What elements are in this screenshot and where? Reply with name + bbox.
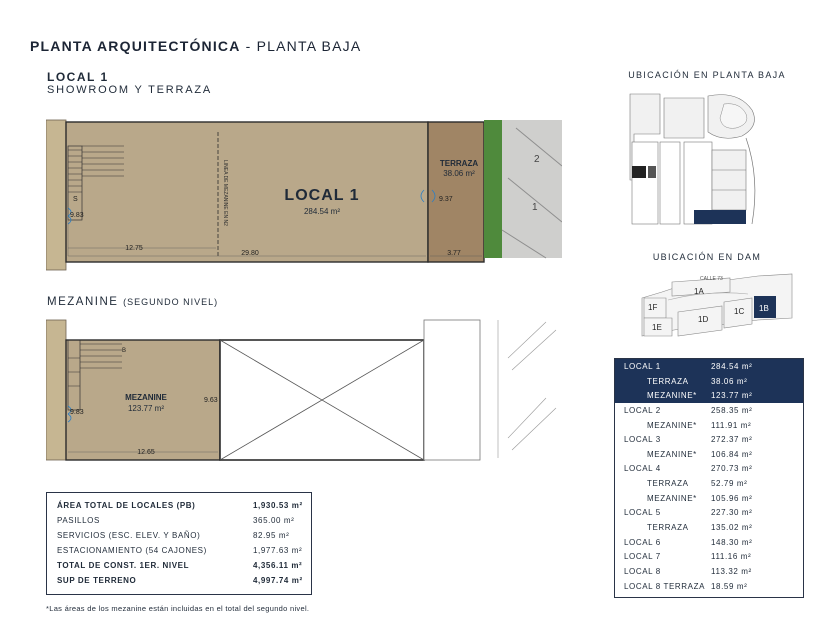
stair-mark-ground: S — [73, 196, 78, 203]
unit-table-label: LOCAL 7 — [624, 552, 661, 562]
page-title-rest: - PLANTA BAJA — [240, 38, 362, 54]
unit-table-value: 258.35 m² — [711, 405, 753, 415]
stair-mark-mezzanine: B — [122, 348, 127, 354]
unit-table-row — [615, 359, 803, 374]
area-summary-box — [46, 492, 312, 595]
mezzanine-area: 123.77 m² — [127, 404, 165, 413]
unit-table-value: 38.06 m² — [711, 376, 748, 386]
dim-left-mezzanine: 9.83 — [70, 409, 84, 416]
area-row-label: SUP DE TERRENO — [57, 576, 137, 585]
area-row — [57, 576, 311, 591]
unit-table-label: LOCAL 4 — [624, 464, 661, 474]
mezzanine-heading-note: (SEGUNDO NIVEL) — [123, 297, 219, 307]
mezzanine-heading-name: MEZANINE — [47, 296, 119, 308]
area-row-label: ESTACIONAMIENTO (54 CAJONES) — [57, 546, 207, 555]
unit-table-value: 272.37 m² — [711, 435, 753, 445]
mezzanine-line-note: LINEA DE MEZANINE EN N2 — [222, 160, 228, 226]
unit-table-value: 227.30 m² — [711, 508, 753, 518]
parking-1-label: 1 — [532, 202, 538, 213]
page-title — [30, 38, 361, 54]
unit-table-row — [615, 491, 803, 506]
unit-table-label: MEZANINE* — [647, 449, 697, 459]
area-row-label: TOTAL DE CONST. 1ER. NIVEL — [57, 561, 190, 570]
area-row-value: 1,977.63 m² — [253, 546, 303, 555]
unit-table-value: 284.54 m² — [711, 362, 753, 371]
unit-table-value: 52.79 m² — [711, 479, 748, 489]
unit-table-label: TERRAZA — [647, 523, 689, 533]
area-row-value: 1,930.53 m² — [253, 501, 303, 510]
unit-table-row — [615, 447, 803, 462]
area-row — [57, 501, 311, 516]
local-title: LOCAL 1 — [284, 187, 360, 204]
unit-table-row — [615, 535, 803, 550]
unit-table-label: LOCAL 1 — [624, 362, 661, 371]
unit-table-label: MEZANINE* — [647, 493, 697, 503]
page-title-bold: PLANTA ARQUITECTÓNICA — [30, 38, 241, 54]
local-floor — [66, 122, 428, 262]
dam-lot-1b-label: 1B — [759, 304, 769, 313]
unit-table-row — [615, 549, 803, 564]
area-row-label: ÁREA TOTAL DE LOCALES (PB) — [57, 501, 196, 510]
green-strip — [484, 120, 502, 258]
dim-left-ground: 9.83 — [70, 212, 84, 219]
area-row-label: PASILLOS — [57, 516, 100, 525]
unit-table-row — [615, 564, 803, 579]
unit-table-label: MEZANINE* — [647, 391, 697, 401]
dim-bottom-mezzanine: 12.65 — [137, 449, 155, 456]
location-ground-map — [624, 90, 766, 228]
mezzanine-left-strip — [46, 320, 66, 460]
ground-floor-plan — [46, 118, 562, 274]
unit-table-row — [615, 388, 803, 403]
unit-table-row — [615, 432, 803, 447]
unit-table-label: LOCAL 2 — [624, 405, 661, 415]
area-row — [57, 531, 311, 546]
unit-table-row — [615, 505, 803, 520]
terraza-title: TERRAZA — [439, 159, 479, 168]
mezzanine-plan — [46, 318, 562, 468]
unit-table-label: LOCAL 3 — [624, 435, 661, 445]
unit-table-row — [615, 418, 803, 433]
area-row — [57, 561, 311, 576]
location-ground-title: UBICACIÓN EN PLANTA BAJA — [628, 70, 786, 80]
terraza-floor — [428, 122, 484, 262]
unit-table-row — [615, 374, 803, 389]
area-row-value: 82.95 m² — [253, 531, 290, 540]
unit-table-label: LOCAL 8 TERRAZA — [624, 581, 706, 591]
mezzanine-heading — [47, 296, 218, 308]
dim-mid: 12.75 — [125, 245, 143, 252]
unit-table-value: 270.73 m² — [711, 464, 753, 474]
dam-street-label: CALLE 73 — [700, 276, 723, 282]
footnote: *Las áreas de los mezanine están incluidas en el total del segundo nivel. — [46, 604, 310, 613]
mezzanine-parking-lines — [498, 320, 556, 458]
dim-right-mezzanine: 9.63 — [204, 397, 218, 404]
unit-table-value: 135.02 m² — [711, 523, 753, 533]
unit-table-value: 111.16 m² — [711, 552, 752, 562]
local-heading: LOCAL 1 — [47, 70, 109, 84]
unit-table-value: 113.32 m² — [711, 566, 752, 576]
dim-terraza-w: 3.77 — [447, 250, 461, 257]
parking-2-label: 2 — [534, 154, 540, 165]
location-dam-map — [638, 266, 798, 340]
unit-table-row — [615, 476, 803, 491]
dam-lot-1d: 1D — [698, 315, 709, 324]
plan-left-strip — [46, 120, 66, 270]
unit-table-value: 123.77 m² — [711, 391, 753, 401]
unit-table-value: 148.30 m² — [711, 537, 753, 547]
area-row-label: SERVICIOS (ESC. ELEV. Y BAÑO) — [57, 531, 201, 540]
terraza-area: 38.06 m² — [443, 169, 475, 178]
unit-table-value: 105.96 m² — [711, 493, 753, 503]
dam-lot-1f: 1F — [648, 303, 658, 312]
unit-table-row — [615, 403, 803, 418]
unit-table-row — [615, 461, 803, 476]
unit-area-table — [614, 358, 804, 598]
location-ground-highlight — [694, 210, 746, 224]
unit-table-label: TERRAZA — [647, 376, 689, 386]
unit-table-label: LOCAL 6 — [624, 537, 661, 547]
unit-table-row — [615, 520, 803, 535]
area-row-value: 4,356.11 m² — [253, 561, 303, 570]
unit-table-value: 18.59 m² — [711, 581, 748, 591]
dim-terraza-h: 9.37 — [439, 196, 453, 203]
unit-table-label: MEZANINE* — [647, 420, 697, 430]
area-row — [57, 516, 311, 531]
dam-lot-1e: 1E — [652, 323, 662, 332]
dam-lot-1a: 1A — [694, 287, 704, 296]
local-area: 284.54 m² — [303, 207, 341, 216]
area-row — [57, 546, 311, 561]
dim-total: 29.80 — [241, 250, 259, 257]
mezzanine-title: MEZANINE — [125, 393, 167, 402]
dam-lot-1c: 1C — [734, 307, 745, 316]
local-subtitle: SHOWROOM Y TERRAZA — [47, 84, 213, 96]
area-row-value: 4,997.74 m² — [253, 576, 303, 585]
unit-table-row — [615, 579, 803, 594]
unit-table-value: 106.84 m² — [711, 449, 753, 459]
location-dam-title: UBICACIÓN EN DAM — [652, 252, 762, 262]
mezzanine-terrace-outline — [424, 320, 480, 460]
area-row-value: 365.00 m² — [253, 516, 295, 525]
unit-table-value: 111.91 m² — [711, 420, 752, 430]
unit-table-label: LOCAL 5 — [624, 508, 661, 518]
unit-table-label: TERRAZA — [647, 479, 689, 489]
unit-table-label: LOCAL 8 — [624, 566, 661, 576]
